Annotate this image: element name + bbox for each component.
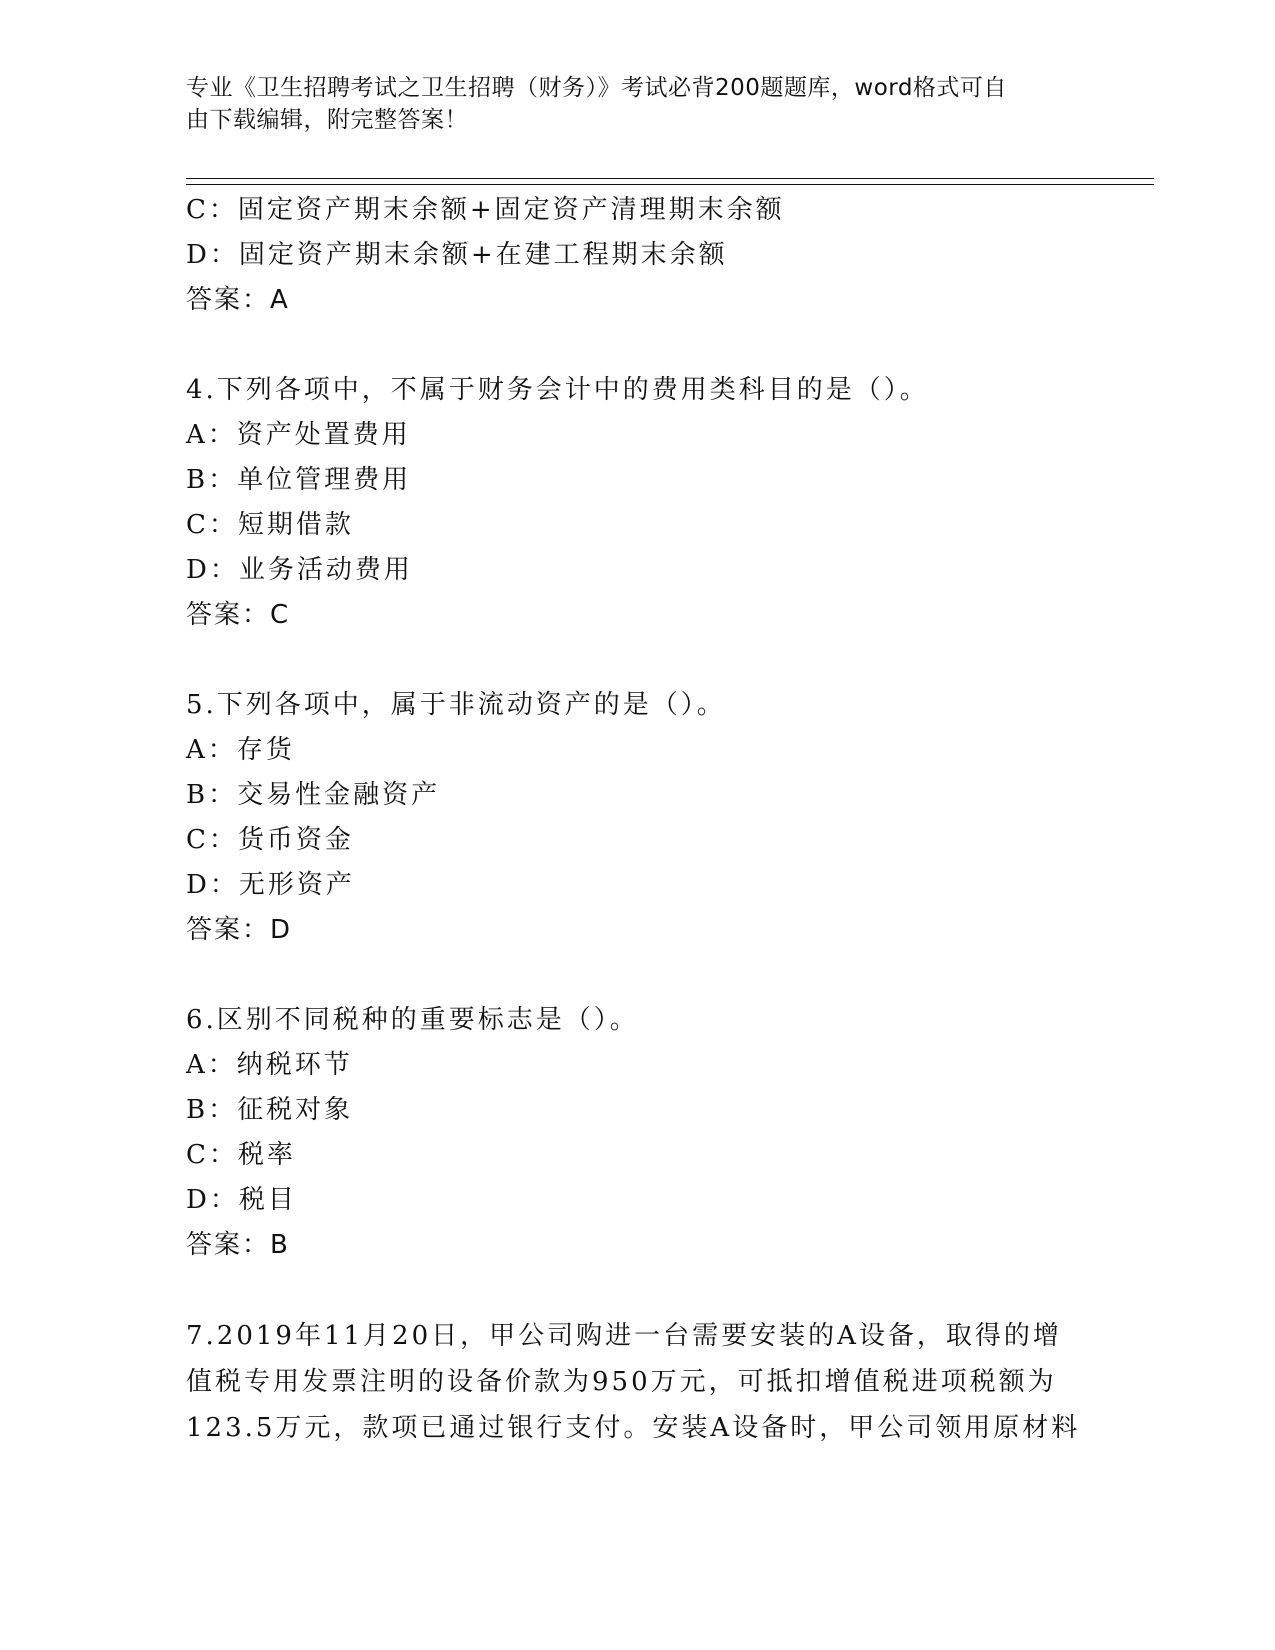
question-text: 4.下列各项中，不属于财务会计中的费用类科目的是（）。	[186, 375, 929, 405]
header-divider-bottom	[186, 184, 1154, 185]
option-d: D：业务活动费用	[186, 555, 413, 585]
question-list	[186, 188, 1086, 1451]
question-6	[186, 998, 1086, 1268]
header-line-2: 由下载编辑，附完整答案！	[186, 107, 468, 133]
option-a: A：资产处置费用	[186, 420, 411, 450]
question-5	[186, 683, 1086, 953]
answer: 答案：D	[186, 915, 293, 945]
option-c: C：税率	[186, 1140, 296, 1170]
answer: 答案：C	[186, 600, 291, 630]
question-text-line-3: 123.5万元，款项已通过银行支付。安装A设备时，甲公司领用原材料	[186, 1413, 1081, 1443]
header-line-1: 专业《卫生招聘考试之卫生招聘（财务）》考试必背200题题库，word格式可自	[186, 75, 1007, 101]
document-header	[186, 72, 1066, 136]
spacer	[186, 1268, 1086, 1313]
question-text-line-2: 值税专用发票注明的设备价款为950万元，可抵扣增值税进项税额为	[186, 1367, 1057, 1397]
option-a: A：纳税环节	[186, 1050, 353, 1080]
header-divider-top	[186, 178, 1154, 179]
option-a: A：存货	[186, 735, 295, 765]
question-3-tail	[186, 188, 1086, 323]
option-b: B：单位管理费用	[186, 465, 412, 495]
question-7	[186, 1313, 1086, 1451]
question-text: 6.区别不同税种的重要标志是（）。	[186, 1005, 639, 1035]
option-c: C：货币资金	[186, 825, 354, 855]
question-4	[186, 368, 1086, 638]
option-b: B：交易性金融资产	[186, 780, 441, 810]
question-text-line-1: 7.2019年11月20日，甲公司购进一台需要安装的A设备，取得的增	[186, 1321, 1062, 1351]
question-text: 5.下列各项中，属于非流动资产的是（）。	[186, 690, 726, 720]
spacer	[186, 953, 1086, 998]
option-c: C：固定资产期末余额+固定资产清理期末余额	[186, 195, 785, 225]
option-b: B：征税对象	[186, 1095, 354, 1125]
spacer	[186, 323, 1086, 368]
spacer	[186, 638, 1086, 683]
option-d: D：无形资产	[186, 870, 355, 900]
answer: 答案：B	[186, 1230, 290, 1260]
option-d: D：固定资产期末余额+在建工程期末余额	[186, 240, 728, 270]
option-c: C：短期借款	[186, 510, 354, 540]
answer: 答案：A	[186, 285, 290, 315]
option-d: D：税目	[186, 1185, 297, 1215]
